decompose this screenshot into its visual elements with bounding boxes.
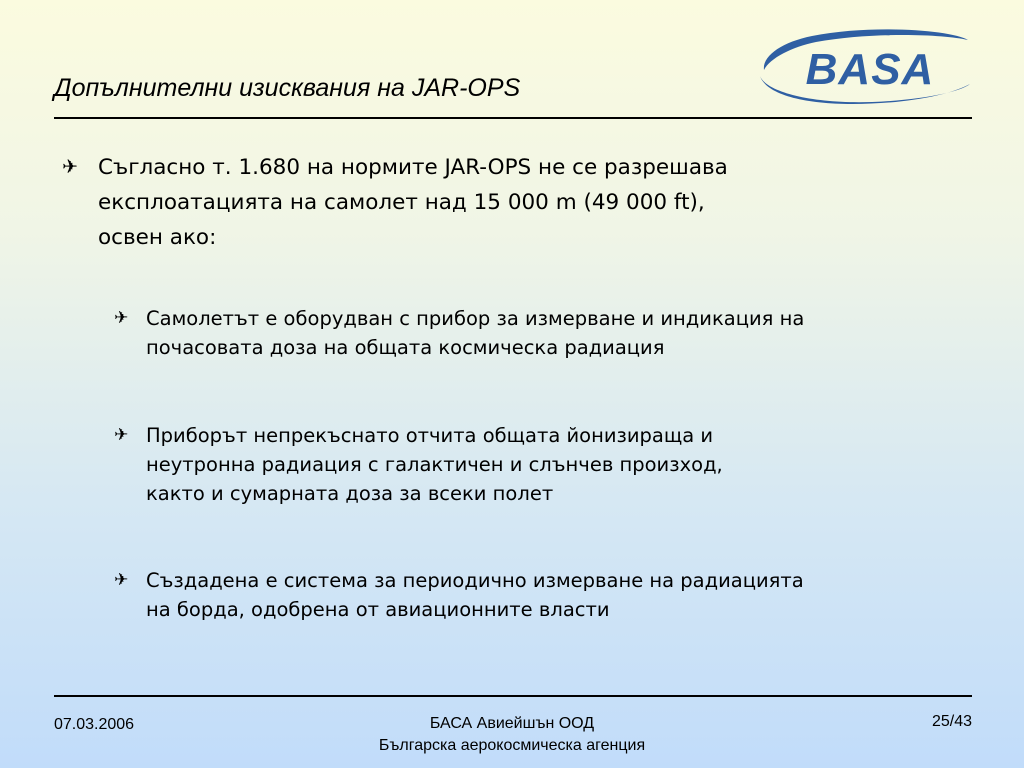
main-bullet-text: Съгласно т. 1.680 на нормите JAR-OPS не се разрешава експлоатацията на самолет над 15 000 m (49 000 ft), освен ако: — [98, 155, 728, 250]
airplane-icon: ✈ — [114, 570, 129, 590]
logo-text: BASA — [805, 45, 935, 94]
title-divider — [54, 117, 972, 119]
sub-bullet-2 — [114, 421, 964, 508]
page-number: 25/43 — [931, 713, 972, 730]
sub-bullet-text: Приборът непрекъснато отчита общата йонизираща и неутронна радиация с галактичен и слънчев произход, както и сумарната доза за всеки полет — [146, 424, 723, 505]
sub-bullet-text: Създадена е система за периодично измерване на радиацията на борда, одобрена от авиационните власти — [146, 569, 804, 621]
main-bullet — [62, 150, 942, 255]
slide-title: Допълнителни изисквания на JAR-OPS — [54, 74, 521, 102]
airplane-icon: ✈ — [62, 156, 78, 178]
footer-date: 07.03.2006 — [54, 716, 135, 733]
sub-bullet-1 — [114, 304, 964, 362]
footer-company-name: БАСА Авиейшън ООД — [429, 715, 595, 732]
footer-agency-name: Българска аерокосмическа агенция — [378, 737, 646, 754]
footer-divider — [54, 695, 972, 697]
basa-logo — [752, 26, 974, 108]
sub-bullet-text: Самолетът е оборудван с прибор за измерване и индикация на почасовата доза на общата космическа радиация — [146, 307, 805, 359]
footer-company — [312, 713, 712, 757]
airplane-icon: ✈ — [114, 425, 129, 445]
airplane-icon: ✈ — [114, 308, 129, 328]
sub-bullet-3 — [114, 566, 964, 624]
